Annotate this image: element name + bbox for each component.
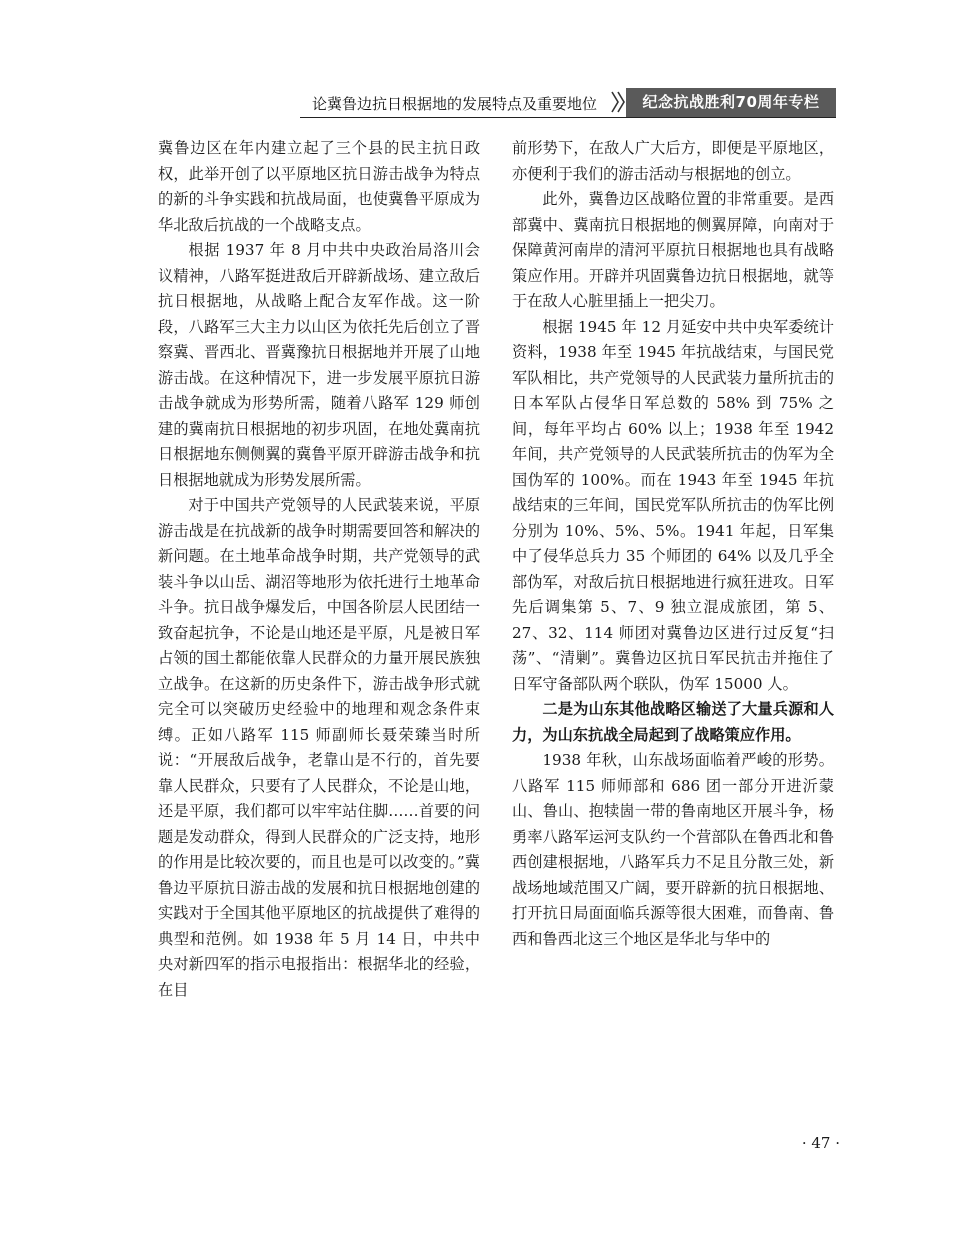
paragraph: 1938 年秋，山东战场面临着严峻的形势。八路军 115 师师部和 686 团一部分开进沂蒙山、鲁山、抱犊崮一带的鲁南地区开展斗争，杨勇率八路军运河支队约一个营部队在鲁西北和鲁西创建根据地，八路军兵力不足且分散三处，新战场地域范围又广阔，要开辟新的抗日根据地、打开抗日局面面临兵源等很大困难，而鲁南、鲁西和鲁西北这三个地区是华北与华中的 [512, 751, 834, 948]
left-column [158, 136, 480, 1003]
right-column [512, 136, 834, 952]
page-number: · 47 · [801, 1134, 840, 1152]
paragraph: 根据 1945 年 12 月延安中共中央军委统计资料，1938 年至 1945 年抗战结束，与国民党军队相比，共产党领导的人民武装力量所抗击的日本军队占侵华日军总数的 58% 到 75% 之间，每年平均占 60% 以上；1938 年至 1942 年间，共产党领导的人民武装所抗击的伪军为全国伪军的 100%。而在 1943 年至 1945 年抗战结束的三年间，国民党军队所抗击的伪军比例分别为 10%、5%、5%。1941 年起，日军集中了侵华总兵力 35 个师团的 64% 以及几乎全部伪军，对敌后抗日根据地进行疯狂进攻。日军先后调集第 5、7、9 独立混成旅团，第 5、27、32、114 师团对冀鲁边区进行过反复“扫荡”、“清剿”。冀鲁边区抗日军民抗击并拖住了日军守备部队两个联队，伪军 15000 人。 [512, 317, 834, 693]
column-tag: 纪念抗战胜利70周年专栏 [626, 88, 836, 117]
paragraph: 冀鲁边区在年内建立起了三个县的民主抗日政权，此举开创了以平原地区抗日游击战争为特点的新的斗争实践和抗战局面，也使冀鲁平原成为华北敌后抗战的一个战略支点。 [158, 139, 480, 234]
paragraph: 对于中国共产党领导的人民武装来说，平原游击战是在抗战新的战争时期需要回答和解决的新问题。在土地革命战争时期，共产党领导的武装斗争以山岳、湖沼等地形为依托进行土地革命斗争。抗日战争爆发后，中国各阶层人民团结一致奋起抗争，不论是山地还是平原，凡是被日军占领的国土都能依靠人民群众的力量开展民族独立战争。在这新的历史条件下，游击战争形式就完全可以突破历史经验中的地理和观念条件束缚。正如八路军 115 师副师长聂荣臻当时所说：“开展敌后战争，老靠山是不行的，首先要靠人民群众，只要有了人民群众，不论是山地，还是平原，我们都可以牢牢站住脚……首要的问题是发动群众，得到人民群众的广泛支持，地形的作用是比较次要的，而且也是可以改变的。”冀鲁边平原抗日游击战的发展和抗日根据地创建的实践对于全国其他平原地区的抗战提供了难得的典型和范例。如 1938 年 5 月 14 日，中共中央对新四军的指示电报指出：根据华北的经验，在目 [158, 496, 480, 999]
paragraph: 根据 1937 年 8 月中共中央政治局洛川会议精神，八路军挺进敌后开辟新战场、建立敌后抗日根据地，从战略上配合友军作战。这一阶段，八路军三大主力以山区为依托先后创立了晋察冀、晋西北、晋冀豫抗日根据地并开展了山地游击战。在这种情况下，进一步发展平原抗日游击战争就成为形势所需，随着八路军 129 师创建的冀南抗日根据地的初步巩固，在地处冀南抗日根据地东侧侧翼的冀鲁平原开辟游击战争和抗日根据地就成为形势发展所需。 [158, 241, 480, 489]
double-chevron-icon [611, 91, 627, 113]
running-header [300, 88, 836, 118]
running-header-title: 论冀鲁边抗日根据地的发展特点及重要地位 [312, 95, 598, 113]
section-subheading: 二是为山东其他战略区输送了大量兵源和人力，为山东抗战全局起到了战略策应作用。 [512, 700, 834, 744]
paragraph: 此外，冀鲁边区战略位置的非常重要。是西部冀中、冀南抗日根据地的侧翼屏障，向南对于保障黄河南岸的清河平原抗日根据地也具有战略策应作用。开辟并巩固冀鲁边抗日根据地，就等于在敌人心脏里插上一把尖刀。 [512, 190, 834, 310]
header-rule [300, 117, 836, 118]
paragraph: 前形势下，在敌人广大后方，即便是平原地区，亦便利于我们的游击活动与根据地的创立。 [512, 139, 834, 183]
